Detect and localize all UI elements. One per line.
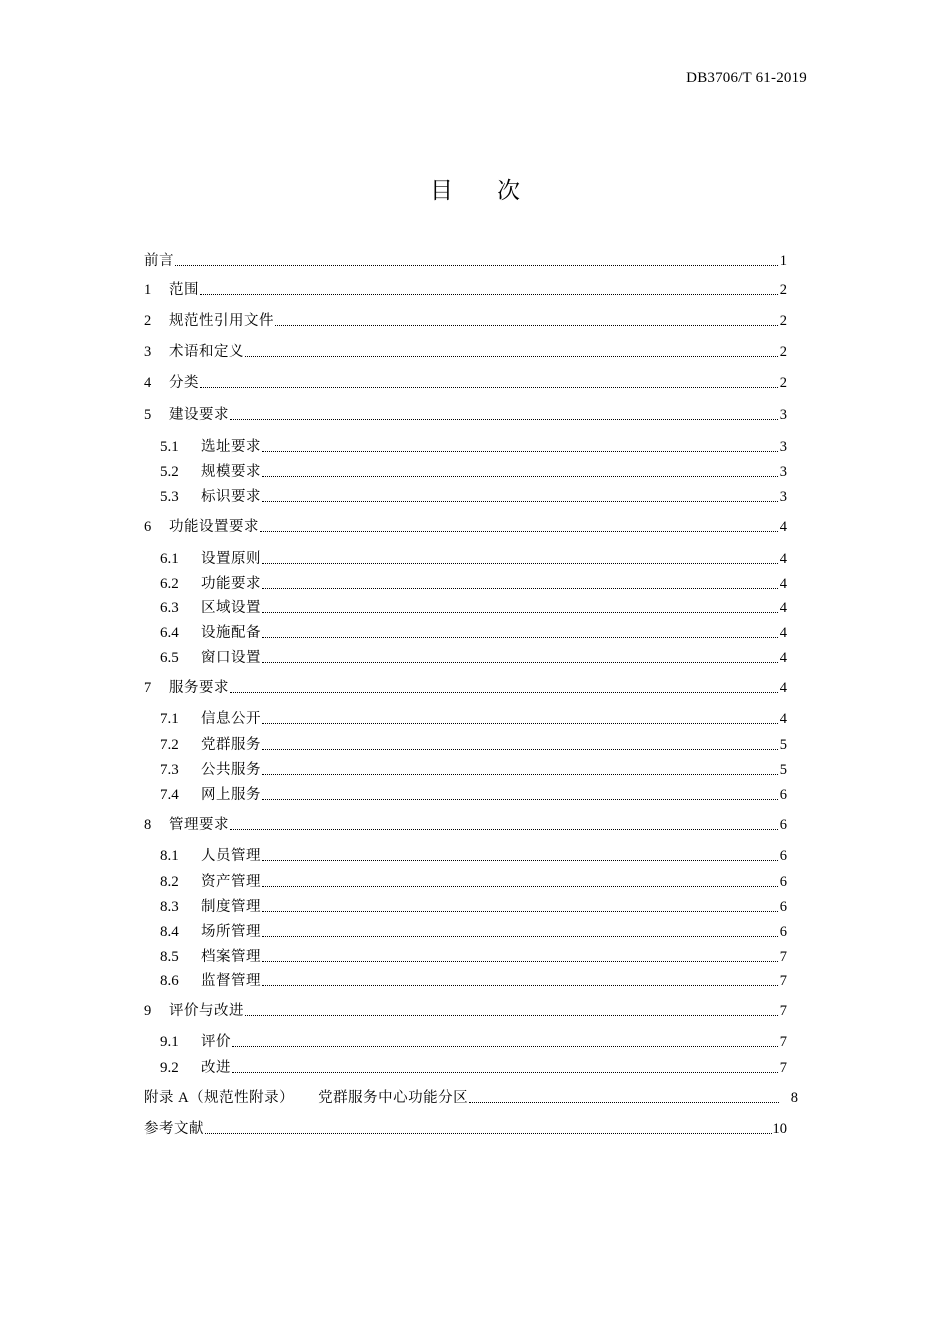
toc-leader [230, 829, 778, 830]
toc-leader [262, 476, 778, 477]
toc-title: 档案管理 [201, 949, 261, 965]
toc-leader [262, 637, 778, 638]
page-title: 目次 [430, 178, 564, 203]
toc-entry-8-2[interactable] [160, 869, 787, 891]
toc-number: 7.2 [160, 737, 179, 753]
toc-leader [232, 1046, 778, 1047]
toc-number: 8.6 [160, 973, 179, 989]
toc-entry-8-1[interactable] [160, 843, 787, 865]
toc-page: 1 [779, 253, 787, 269]
toc-page: 7 [779, 1034, 787, 1050]
toc-page: 4 [779, 625, 787, 641]
toc-title: 制度管理 [201, 899, 261, 915]
toc-page: 7 [779, 1060, 787, 1076]
toc-leader [262, 936, 778, 937]
toc-page: 8 [790, 1090, 798, 1106]
toc-number: 6 [144, 519, 152, 535]
toc-entry-6[interactable] [144, 514, 787, 536]
toc-page: 4 [779, 600, 787, 616]
toc-leader [200, 387, 778, 388]
toc-leader [262, 799, 778, 800]
toc-title: 规模要求 [201, 464, 261, 480]
toc-number: 8.3 [160, 899, 179, 915]
toc-number: 9.2 [160, 1060, 179, 1076]
toc-leader [245, 356, 778, 357]
toc-number: 7 [144, 680, 152, 696]
toc-title: 监督管理 [201, 973, 261, 989]
toc-page: 6 [779, 848, 787, 864]
toc-entry-6-1[interactable] [160, 546, 787, 568]
toc-title: 功能要求 [201, 576, 261, 592]
toc-leader [260, 531, 778, 532]
toc-title: 选址要求 [201, 439, 261, 455]
toc-leader [275, 325, 778, 326]
toc-number: 7.1 [160, 711, 179, 727]
toc-leader [262, 612, 778, 613]
toc-title: 参考文献 [144, 1121, 204, 1137]
toc-page: 7 [779, 973, 787, 989]
toc-entry-8[interactable] [144, 812, 787, 834]
toc-leader [175, 265, 778, 266]
toc-page: 4 [779, 519, 787, 535]
toc-leader [262, 501, 778, 502]
toc-number: 8.1 [160, 848, 179, 864]
toc-number: 6.2 [160, 576, 179, 592]
toc-page: 4 [779, 576, 787, 592]
toc-page: 6 [779, 899, 787, 915]
toc-page: 2 [779, 375, 787, 391]
toc-number: 3 [144, 344, 152, 360]
toc-title: 窗口设置 [201, 650, 261, 666]
toc-title: 范围 [169, 282, 199, 298]
toc-number: 8.2 [160, 874, 179, 890]
toc-page: 4 [779, 551, 787, 567]
toc-page: 3 [779, 489, 787, 505]
toc-title: 信息公开 [201, 711, 261, 727]
toc-entry-9-2[interactable] [160, 1055, 787, 1077]
toc-entry-5-1[interactable] [160, 434, 787, 456]
toc-page: 2 [779, 313, 787, 329]
toc-leader [262, 860, 778, 861]
toc-number: 5.3 [160, 489, 179, 505]
toc-leader [262, 563, 778, 564]
toc-entry-7[interactable] [144, 675, 787, 697]
toc-entry-4[interactable] [144, 370, 787, 392]
toc-title: 术语和定义 [169, 344, 244, 360]
toc-leader [262, 662, 778, 663]
toc-title: 场所管理 [201, 924, 261, 940]
toc-title: 附录 A（规范性附录） [144, 1090, 295, 1106]
toc-page: 6 [779, 817, 787, 833]
toc-subtitle: 党群服务中心功能分区 [318, 1090, 469, 1106]
toc-page: 2 [779, 344, 787, 360]
toc-page: 2 [779, 282, 787, 298]
toc-entry-6-5[interactable] [160, 645, 787, 667]
toc-number: 6.5 [160, 650, 179, 666]
toc-leader [232, 1072, 778, 1073]
toc-entry-8-6[interactable] [160, 968, 787, 990]
toc-entry-7-3[interactable] [160, 757, 787, 779]
toc-number: 6.1 [160, 551, 179, 567]
toc-title: 服务要求 [169, 680, 229, 696]
toc-entry-5-2[interactable] [160, 459, 787, 481]
toc-title: 评价 [201, 1034, 231, 1050]
toc-page: 7 [779, 1003, 787, 1019]
toc-entry-6-4[interactable] [160, 620, 787, 642]
toc-number: 9 [144, 1003, 152, 1019]
toc-leader [469, 1102, 779, 1103]
toc-entry-7-1[interactable] [160, 706, 787, 728]
toc-number: 8.5 [160, 949, 179, 965]
toc-number: 6.4 [160, 625, 179, 641]
toc-entry-5[interactable] [144, 402, 787, 424]
toc-title: 资产管理 [201, 874, 261, 890]
toc-number: 5 [144, 407, 152, 423]
toc-number: 7.4 [160, 787, 179, 803]
toc-title: 设施配备 [201, 625, 261, 641]
toc-title: 功能设置要求 [169, 519, 259, 535]
toc-leader [205, 1133, 772, 1134]
toc-number: 5.2 [160, 464, 179, 480]
document-code: DB3706/T 61-2019 [686, 70, 807, 86]
toc-leader [262, 588, 778, 589]
toc-number: 5.1 [160, 439, 179, 455]
toc-entry-6-3[interactable] [160, 595, 787, 617]
toc-entry-9-1[interactable] [160, 1029, 787, 1051]
toc-entry-appendix-a[interactable] [144, 1085, 798, 1107]
toc-page: 6 [779, 787, 787, 803]
toc-page: 5 [779, 737, 787, 753]
toc-leader [230, 692, 778, 693]
toc-entry-3[interactable] [144, 339, 787, 361]
toc-title: 建设要求 [169, 407, 229, 423]
toc-leader [230, 419, 778, 420]
toc-leader [262, 723, 778, 724]
toc-page: 4 [779, 711, 787, 727]
toc-title: 规范性引用文件 [169, 313, 274, 329]
toc-title: 前言 [144, 253, 174, 269]
toc-entry-6-2[interactable] [160, 571, 787, 593]
toc-entry-2[interactable] [144, 308, 787, 330]
toc-leader [245, 1015, 778, 1016]
toc-page: 3 [779, 407, 787, 423]
toc-number: 1 [144, 282, 152, 298]
toc-leader [262, 911, 778, 912]
toc-leader [200, 294, 778, 295]
toc-title: 评价与改进 [169, 1003, 244, 1019]
toc-leader [262, 749, 778, 750]
toc-title: 改进 [201, 1060, 231, 1076]
toc-title: 分类 [169, 375, 199, 391]
toc-entry-1[interactable] [144, 277, 787, 299]
toc-number: 8 [144, 817, 152, 833]
toc-title: 党群服务 [201, 737, 261, 753]
toc-entry-7-4[interactable] [160, 782, 787, 804]
toc-leader [262, 774, 778, 775]
toc-entry-7-2[interactable] [160, 732, 787, 754]
toc-page: 6 [779, 924, 787, 940]
toc-entry-8-3[interactable] [160, 894, 787, 916]
toc-number: 9.1 [160, 1034, 179, 1050]
toc-leader [262, 985, 778, 986]
toc-page: 3 [779, 464, 787, 480]
toc-number: 7.3 [160, 762, 179, 778]
toc-number: 8.4 [160, 924, 179, 940]
toc-page: 5 [779, 762, 787, 778]
toc-leader [262, 886, 778, 887]
toc-title: 区域设置 [201, 600, 261, 616]
toc-title: 设置原则 [201, 551, 261, 567]
toc-entry-5-3[interactable] [160, 484, 787, 506]
toc-page: 3 [779, 439, 787, 455]
toc-title: 标识要求 [201, 489, 261, 505]
toc-page: 4 [779, 650, 787, 666]
toc-entry-references[interactable] [144, 1116, 787, 1138]
toc-entry-8-4[interactable] [160, 919, 787, 941]
toc-title: 公共服务 [201, 762, 261, 778]
toc-title: 网上服务 [201, 787, 261, 803]
toc-number: 4 [144, 375, 152, 391]
toc-number: 2 [144, 313, 152, 329]
toc-title: 管理要求 [169, 817, 229, 833]
toc-page: 10 [772, 1121, 787, 1137]
toc-title: 人员管理 [201, 848, 261, 864]
toc-number: 6.3 [160, 600, 179, 616]
toc-leader [262, 961, 778, 962]
toc-page: 6 [779, 874, 787, 890]
toc-leader [262, 451, 778, 452]
toc-entry-foreword[interactable] [144, 248, 787, 270]
toc-page: 4 [779, 680, 787, 696]
toc-page: 7 [779, 949, 787, 965]
toc-entry-8-5[interactable] [160, 944, 787, 966]
toc-entry-9[interactable] [144, 998, 787, 1020]
